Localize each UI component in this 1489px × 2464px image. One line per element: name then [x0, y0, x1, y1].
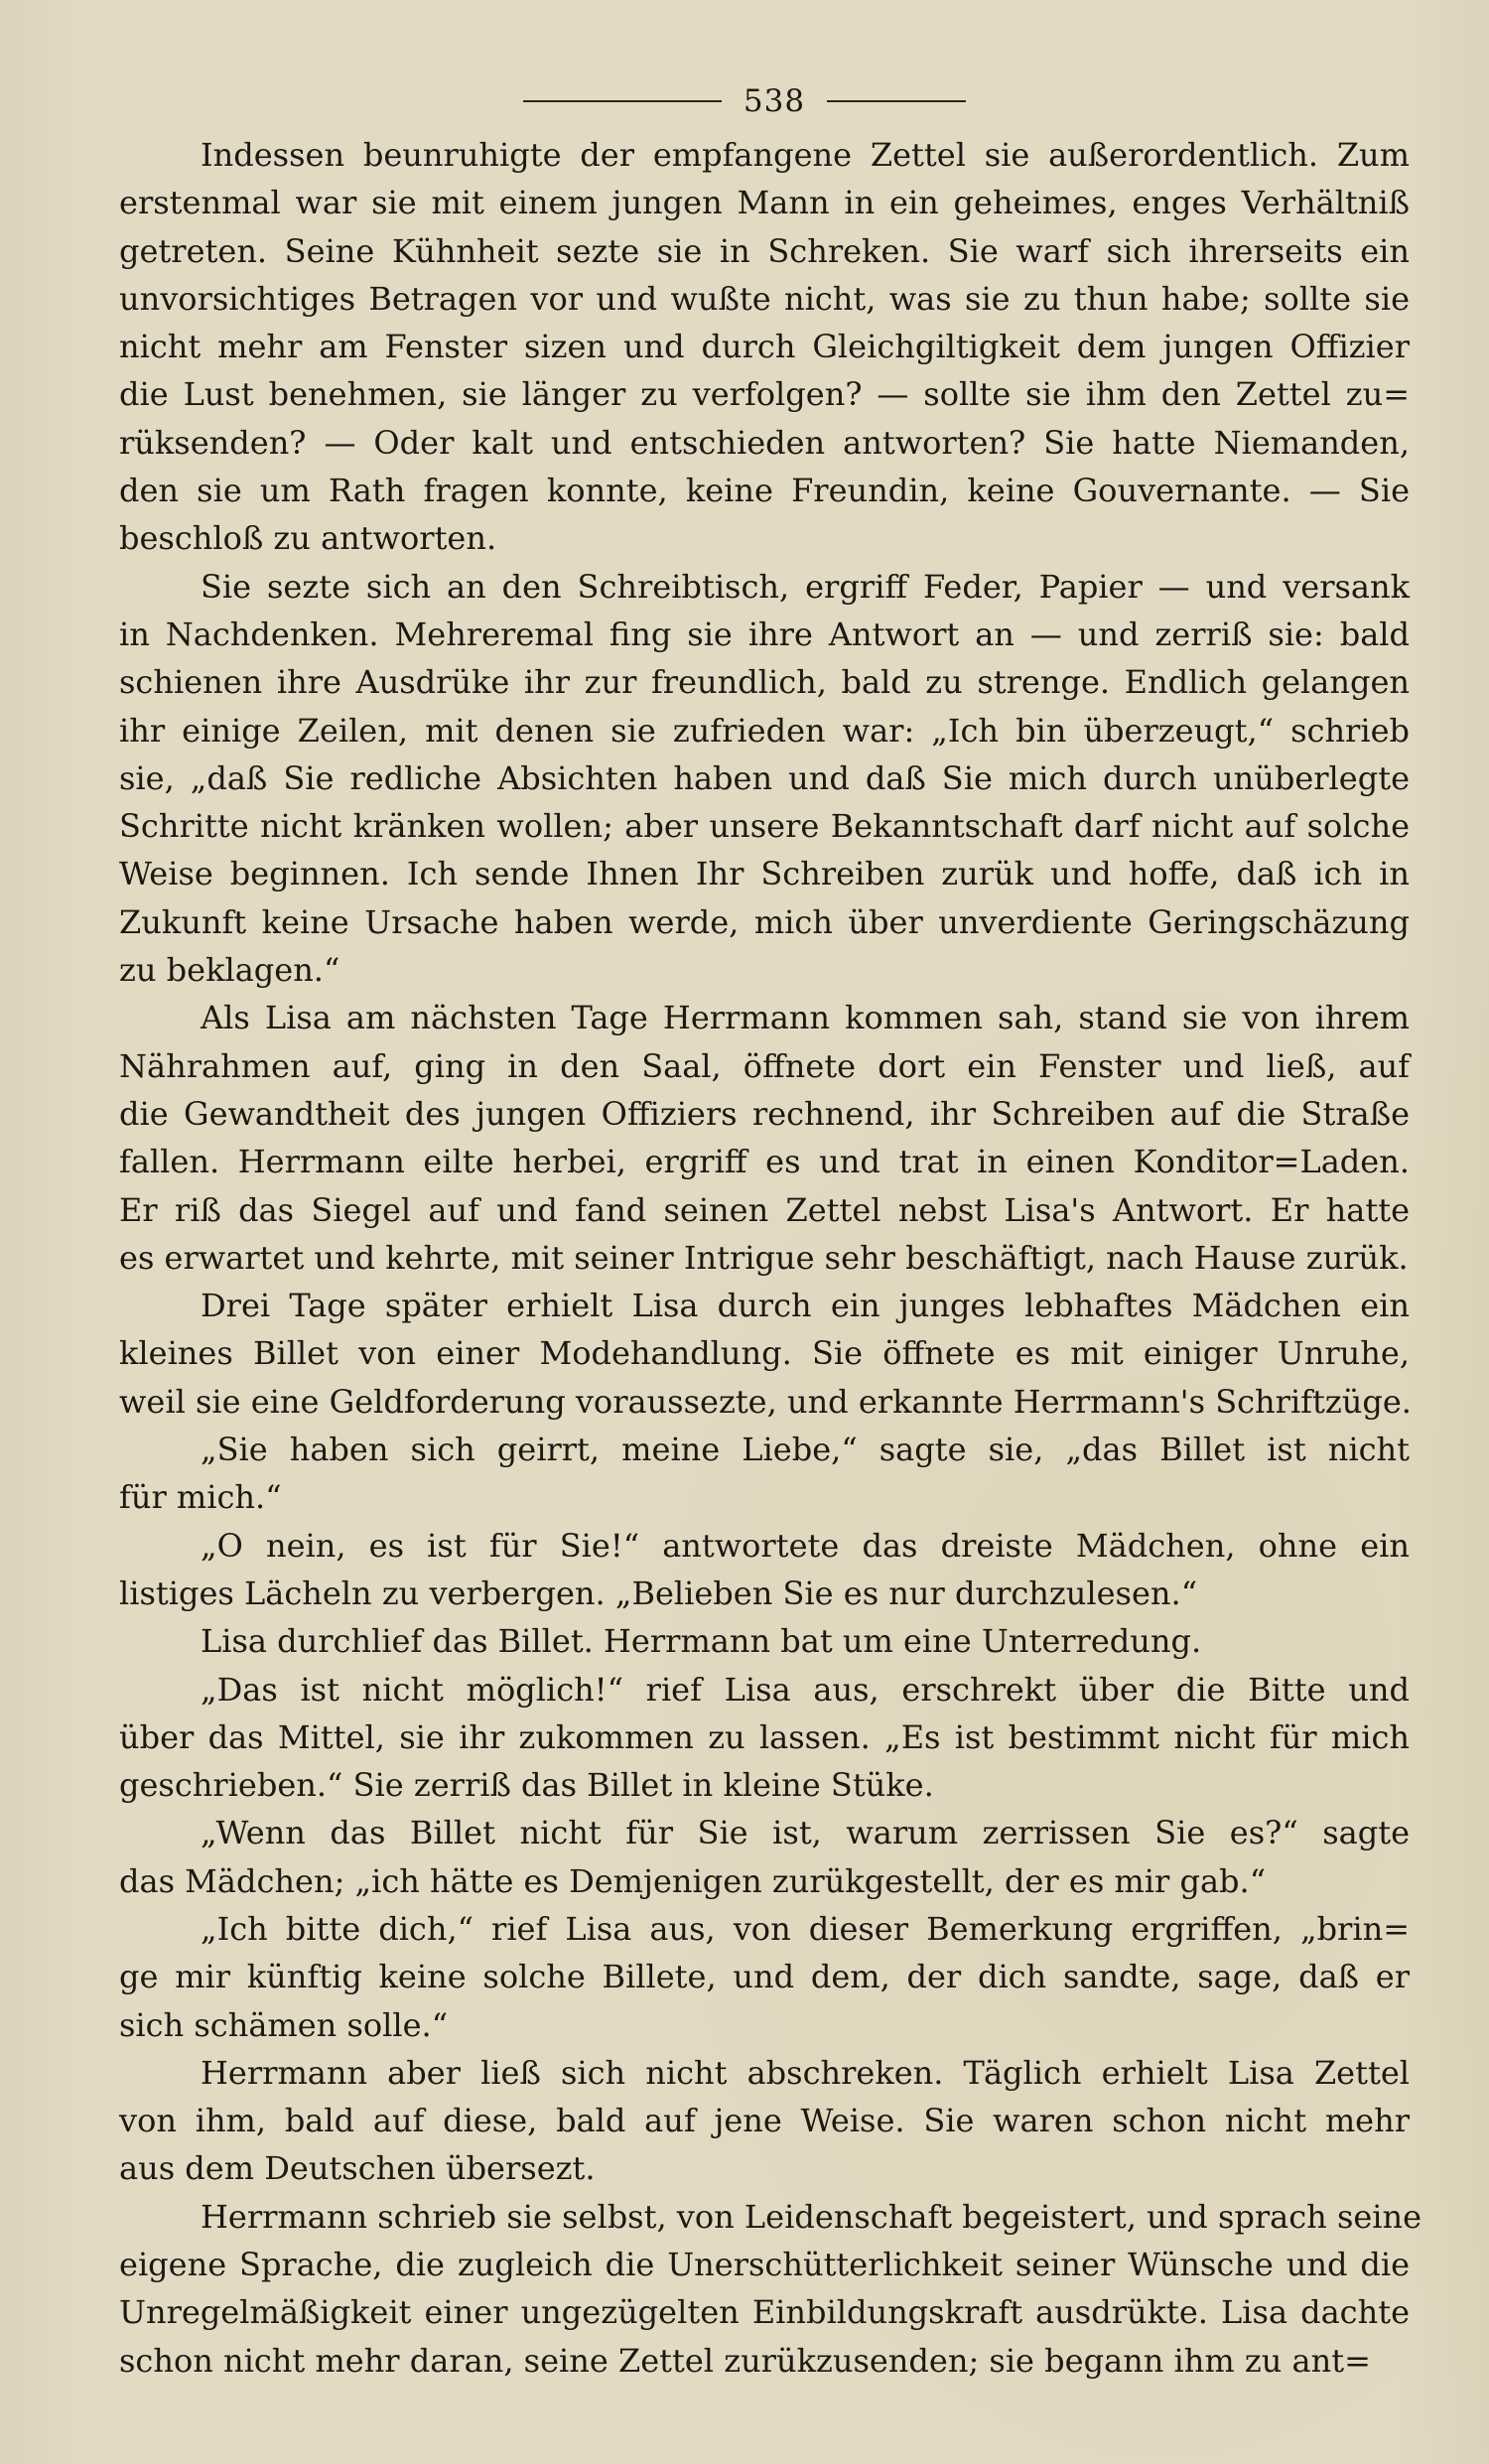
text-line: schon nicht mehr daran, seine Zettel zurükzusenden; sie begann ihm zu ant= — [119, 2341, 1371, 2380]
text-line: Als Lisa am nächsten Tage Herrmann kommen sah, stand sie von ihrem — [201, 999, 1410, 1037]
header-rule-left — [523, 100, 722, 102]
text-line: Er riß das Siegel auf und fand seinen Zettel nebst Lisa's Antwort. Er hatte — [119, 1190, 1410, 1229]
text-line: erstenmal war sie mit einem jungen Mann in ein geheimes, enges Verhältniß — [119, 184, 1410, 222]
text-line: in Nachdenken. Mehreremal fing sie ihre Antwort an — und zerriß sie: bald — [119, 615, 1410, 653]
text-line: sie, „daß Sie redliche Absichten haben und daß Sie mich durch unüberlegte — [119, 758, 1410, 797]
header-rule-right — [827, 100, 966, 102]
paragraph — [119, 2193, 1422, 2385]
paragraph — [119, 2049, 1410, 2193]
text-line: über das Mittel, sie ihr zukommen zu lassen. „Es ist bestimmt nicht für mich — [119, 1717, 1410, 1756]
text-line: schienen ihre Ausdrüke ihr zur freundlich, bald zu strenge. Endlich gelangen — [119, 663, 1410, 702]
paragraph — [119, 1617, 1410, 1665]
text-line: „Wenn das Billet nicht für Sie ist, warum zerrissen Sie es?“ sagte — [201, 1814, 1410, 1852]
page-header — [0, 81, 1489, 121]
paragraph — [119, 1522, 1410, 1618]
text-line: sich schämen solle.“ — [119, 2005, 449, 2044]
text-line: Zukunft keine Ursache haben werde, mich über unverdiente Geringschäzung — [119, 902, 1410, 941]
text-line: Drei Tage später erhielt Lisa durch ein junges lebhaftes Mädchen ein — [201, 1287, 1410, 1325]
text-line: getreten. Seine Kühnheit sezte sie in Schreken. Sie warf sich ihrerseits ein — [119, 231, 1410, 270]
page-number: 538 — [743, 83, 806, 119]
text-line: von ihm, bald auf diese, bald auf jene Weise. Sie waren schon nicht mehr — [119, 2102, 1410, 2140]
text-line: die Lust benehmen, sie länger zu verfolgen? — sollte sie ihm den Zettel zu= — [119, 375, 1410, 414]
text-line: fallen. Herrmann eilte herbei, ergriff es und trat in einen Konditor=Laden. — [119, 1143, 1410, 1181]
text-line: rüksenden? — Oder kalt und entschieden antworten? Sie hatte Niemanden, — [119, 423, 1410, 462]
paragraph — [119, 1426, 1410, 1522]
text-line: listiges Lächeln zu verbergen. „Belieben Sie es nur durchzulesen.“ — [119, 1574, 1198, 1612]
text-line: unvorsichtiges Betragen vor und wußte nicht, was sie zu thun habe; sollte sie — [119, 279, 1410, 318]
text-line: nicht mehr am Fenster sizen und durch Gleichgiltigkeit dem jungen Offizier — [119, 328, 1410, 366]
paragraph — [119, 1809, 1410, 1905]
text-line: ge mir künftig keine solche Billete, und dem, der dich sandte, sage, daß er — [119, 1958, 1410, 1996]
text-line: Unregelmäßigkeit einer ungezügelten Einbildungskraft ausdrükte. Lisa dachte — [119, 2293, 1410, 2332]
text-line: Weise beginnen. Ich sende Ihnen Ihr Schreiben zurük und hoffe, daß ich in — [119, 855, 1410, 893]
paragraph — [119, 1905, 1410, 2049]
text-line: Lisa durchlief das Billet. Herrmann bat um eine Unterredung. — [201, 1622, 1202, 1661]
text-line: „Ich bitte dich,“ rief Lisa aus, von dieser Bemerkung ergriffen, „brin= — [201, 1909, 1410, 1948]
paragraph — [119, 994, 1410, 1282]
text-line: Indessen beunruhigte der empfangene Zettel sie außerordentlich. Zum — [201, 136, 1410, 174]
text-line: den sie um Rath fragen konnte, keine Freundin, keine Gouvernante. — Sie — [119, 472, 1410, 510]
text-line: Schritte nicht kränken wollen; aber unsere Bekanntschaft darf nicht auf solche — [119, 807, 1410, 846]
text-line: aus dem Deutschen übersezt. — [119, 2149, 596, 2188]
text-line: Sie sezte sich an den Schreibtisch, ergriff Feder, Papier — und versank — [201, 567, 1410, 606]
text-line: Herrmann schrieb sie selbst, von Leidenschaft begeistert, und sprach seine — [201, 2197, 1422, 2236]
text-line: das Mädchen; „ich hätte es Demjenigen zurükgestellt, der es mir gab.“ — [119, 1861, 1267, 1900]
text-line: die Gewandtheit des jungen Offiziers rechnend, ihr Schreiben auf die Straße — [119, 1094, 1410, 1133]
text-line: „Das ist nicht möglich!“ rief Lisa aus, erschrekt über die Bitte und — [201, 1670, 1410, 1709]
paragraph — [119, 1282, 1410, 1426]
text-line: weil sie eine Geldforderung voraussezte, und erkannte Herrmann's Schriftzüge. — [119, 1382, 1412, 1421]
text-line: zu beklagen.“ — [119, 951, 340, 990]
text-line: geschrieben.“ Sie zerriß das Billet in kleine Stüke. — [119, 1766, 934, 1805]
text-line: für mich.“ — [119, 1478, 282, 1517]
text-line: „Sie haben sich geirrt, meine Liebe,“ sagte sie, „das Billet ist nicht — [201, 1431, 1410, 1469]
paragraph — [119, 563, 1410, 995]
text-line: kleines Billet von einer Modehandlung. Sie öffnete es mit einiger Unruhe, — [119, 1334, 1410, 1373]
text-line: ihr einige Zeilen, mit denen sie zufrieden war: „Ich bin überzeugt,“ schrieb — [119, 711, 1410, 750]
text-line: Herrmann aber ließ sich nicht abschreken. Täglich erhielt Lisa Zettel — [201, 2053, 1410, 2092]
text-line: beschloß zu antworten. — [119, 519, 497, 558]
paragraph — [119, 1666, 1410, 1810]
text-line: „O nein, es ist für Sie!“ antwortete das dreiste Mädchen, ohne ein — [201, 1526, 1410, 1565]
text-line: Nährahmen auf, ging in den Saal, öffnete dort ein Fenster und ließ, auf — [119, 1046, 1410, 1085]
text-line: es erwartet und kehrte, mit seiner Intrigue sehr beschäftigt, nach Hause zurük. — [119, 1238, 1409, 1277]
body-text — [119, 131, 1422, 2385]
text-line: eigene Sprache, die zugleich die Unerschütterlichkeit seiner Wünsche und die — [119, 2246, 1410, 2284]
paragraph — [119, 131, 1410, 563]
